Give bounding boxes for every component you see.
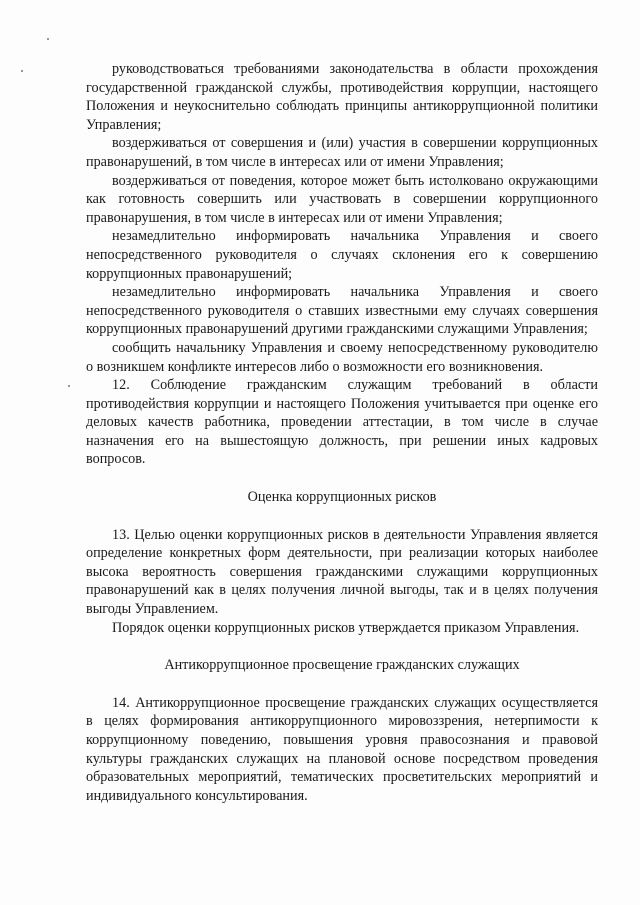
scan-speck — [21, 70, 23, 72]
paragraph: сообщить начальнику Управления и своему непосредственному руководителю о возникшем конфликте интересов либо о возможности его возникновения. — [86, 339, 598, 375]
paragraph: незамедлительно информировать начальника Управления и своего непосредственного руководителя о ставших известными ему случаях совершения коррупционных правонарушений другими гражданскими служащими Управления; — [86, 284, 598, 338]
paragraph: руководствоваться требованиями законодательства в области прохождения государственной гражданской службы, противодействия коррупции, настоящего Положения и неукоснительно соблюдать принципы антикоррупционной политики Управления; — [86, 61, 598, 133]
paragraph: 13. Целью оценки коррупционных рисков в деятельности Управления является определение конкретных форм деятельности, при реализации которых наиболее высока вероятность совершения гражданскими служащими коррупционных правонарушений как в целях получения личной выгоды, так и в целях получения выгоды Управлением. — [86, 526, 598, 618]
document-body — [86, 60, 598, 805]
scan-speck — [47, 38, 49, 40]
paragraph: воздерживаться от поведения, которое может быть истолковано окружающими как готовность совершить или участвовать в совершении коррупционного правонарушения, в том числе в интересах или от имени Управления; — [86, 172, 598, 226]
paragraph: 14. Антикоррупционное просвещение гражданских служащих осуществляется в целях формирования антикоррупционного мировоззрения, нетерпимости к коррупционному поведению, повышения уровня правосознания и правовой культуры гражданских служащих на плановой основе посредством проведения образовательных мероприятий, тематических просветительских мероприятий и индивидуального консультирования. — [86, 694, 598, 804]
paragraph: воздерживаться от совершения и (или) участия в совершении коррупционных правонарушений, в том числе в интересах или от имени Управления; — [86, 135, 598, 170]
section-heading: Оценка коррупционных рисков — [247, 489, 437, 506]
paragraph: 12. Соблюдение гражданским служащим требований в области противодействия коррупции и настоящего Положения учитывается при оценке его деловых качеств работника, проведении аттестации, в том числе в случае назначения его на вышестоящую должность, при решении иных кадровых вопросов. — [86, 377, 598, 468]
section-heading: Антикоррупционное просвещение гражданских служащих — [164, 657, 520, 674]
scan-speck — [68, 385, 70, 387]
paragraph: незамедлительно информировать начальника Управления и своего непосредственного руководителя о случаях склонения его к совершению коррупционных правонарушений; — [86, 228, 598, 282]
paragraph: Порядок оценки коррупционных рисков утверждается приказом Управления. — [112, 619, 580, 636]
